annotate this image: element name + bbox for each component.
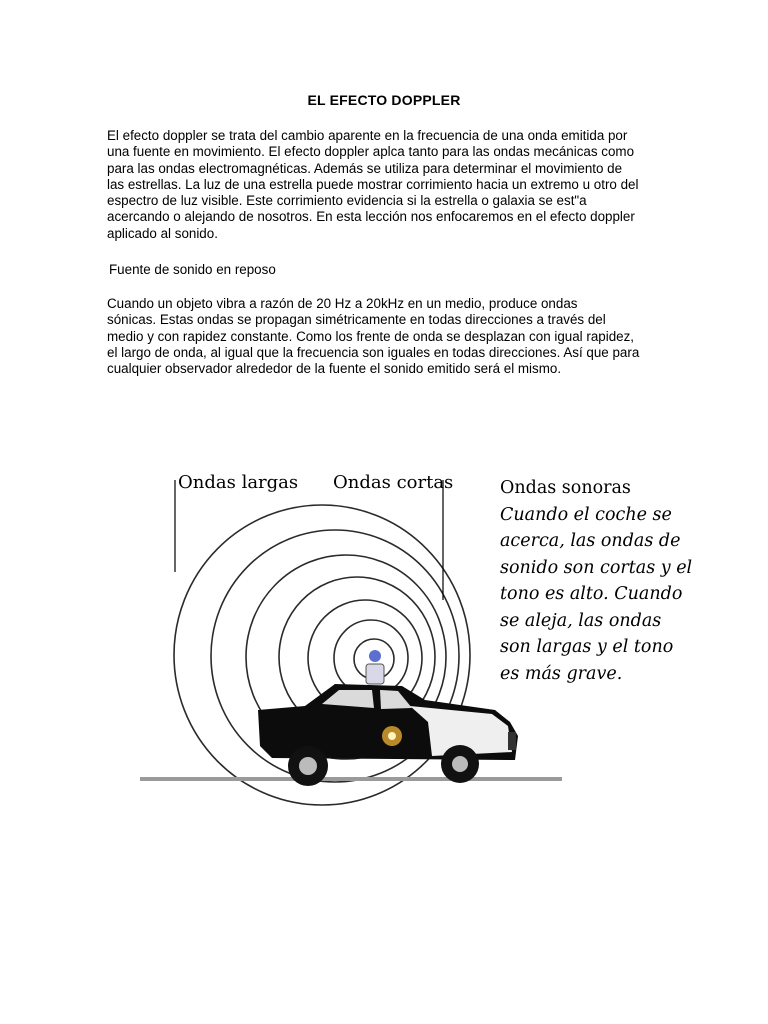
doppler-figure [140, 460, 693, 820]
figure-caption [500, 475, 692, 687]
paragraph-line: Cuando un objeto vibra a razón de 20 Hz a 20kHz en un medio, produce ondas [107, 296, 578, 311]
paragraph-line: acercando o alejando de nosotros. En esta lección nos enfocaremos en el efecto doppler [107, 209, 635, 225]
paragraph-line: una fuente en movimiento. El efecto doppler aplca tanto para las ondas mecánicas como [107, 144, 635, 160]
document-title: EL EFECTO DOPPLER [307, 92, 461, 108]
paragraph-line: el largo de onda, al igual que la frecuencia son iguales en todas direcciones. Así que para [107, 344, 640, 360]
caption-line: Cuando el coche se [500, 504, 672, 525]
caption-line: es más grave. [500, 663, 623, 684]
paragraph-line: las estrellas. La luz de una estrella puede mostrar corrimiento hacia un extremo u otro del [107, 176, 639, 192]
subheading: Fuente de sonido en reposo [109, 262, 276, 277]
intro-paragraph [107, 128, 667, 242]
label-short-waves: Ondas cortas [333, 472, 454, 493]
caption-line: sonido son cortas y el [500, 557, 693, 578]
caption-line: acerca, las ondas de [500, 531, 681, 551]
caption-title: Ondas sonoras [500, 478, 631, 498]
paragraph-line: para las ondas electromagnéticas. Además se utiliza para determinar el movimiento de [107, 160, 623, 176]
siren-light [366, 650, 384, 684]
caption-line: son largas y el tono [500, 637, 674, 657]
paragraph-line: medio y con rapidez constante. Como los frente de onda se desplazan con igual rapidez, [107, 328, 635, 344]
paragraph-line: cualquier observador alrededor de la fuente el sonido emitido será el mismo. [107, 361, 562, 377]
label-long-waves: Ondas largas [178, 472, 299, 493]
caption-line: se aleja, las ondas [500, 610, 662, 631]
paragraph-line: espectro de luz visible. Este corrimiento evidencia si la estrella o galaxia se est"a [107, 193, 587, 209]
paragraph-line: El efecto doppler se trata del cambio aparente en la frecuencia de una onda emitida por [107, 128, 628, 143]
caption-line: tono es alto. Cuando [500, 584, 683, 604]
paragraph-line: aplicado al sonido. [107, 225, 218, 241]
paragraph-line: sónicas. Estas ondas se propagan simétricamente en todas direcciones a través del [107, 312, 606, 328]
sound-source-paragraph [107, 296, 667, 377]
